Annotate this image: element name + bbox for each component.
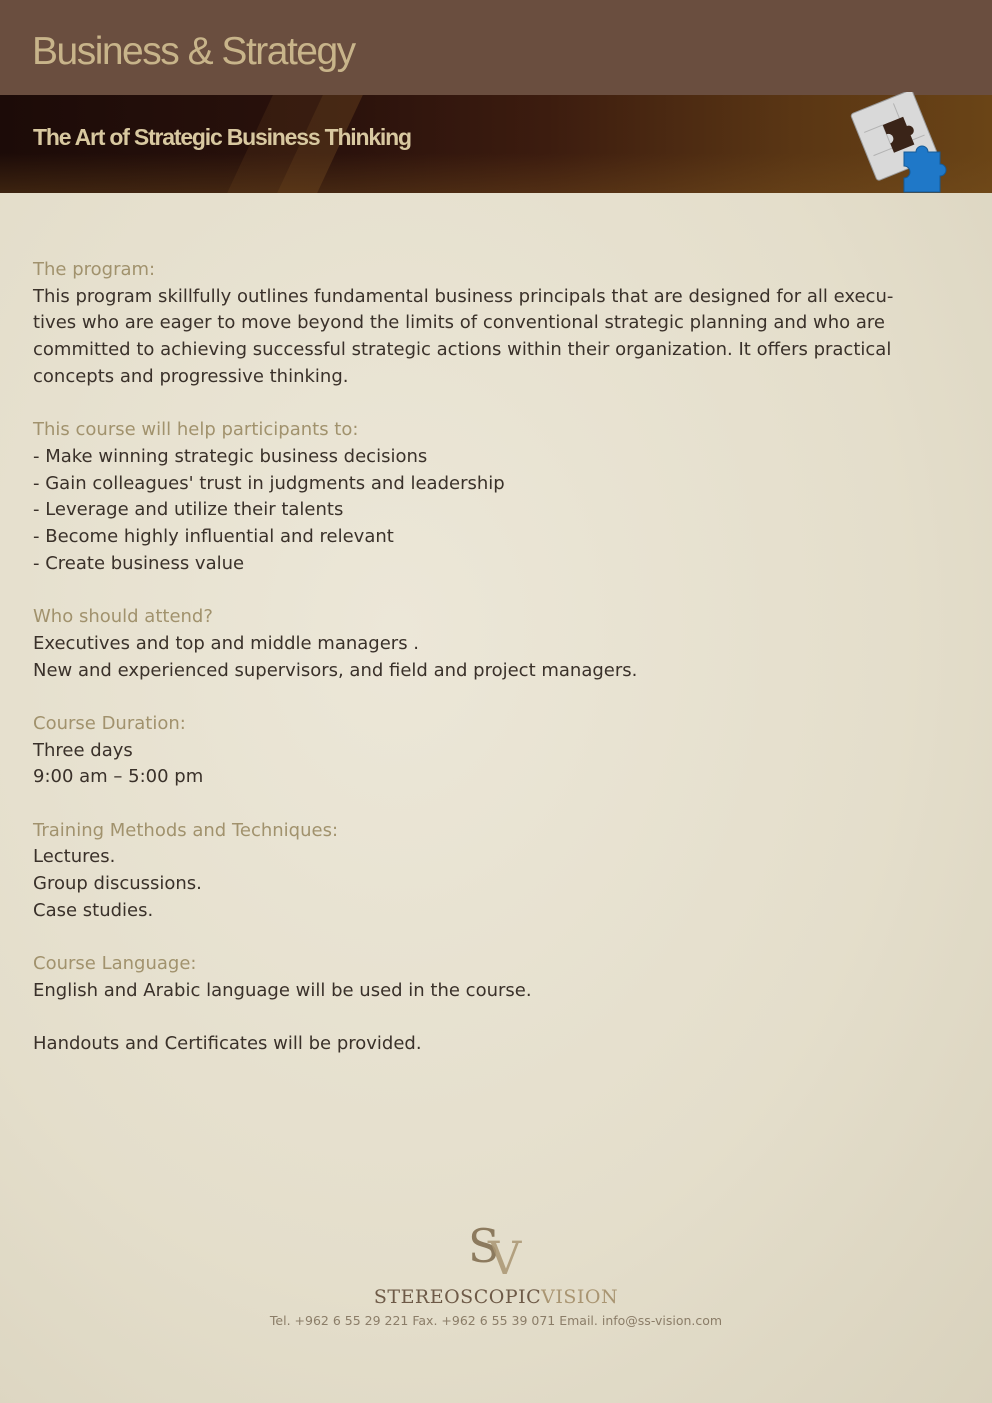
brand-name: [0, 1286, 992, 1308]
sv-monogram-logo: [464, 1218, 528, 1280]
audience-line: New and experienced supervisors, and field and project managers.: [33, 659, 638, 681]
method-item: Group discussions.: [33, 873, 202, 895]
benefit-item: - Become highly influential and relevant: [33, 526, 394, 548]
methods-heading: Training Methods and Techniques:: [33, 819, 339, 841]
program-section: [33, 257, 913, 391]
methods-section: [33, 818, 913, 925]
course-content: [33, 257, 913, 1058]
language-line: English and Arabic language will be used in the course.: [33, 979, 532, 1001]
program-line: tives who are eager to move beyond the limits of conventional strategic planning and who are: [33, 312, 885, 334]
benefit-item: - Make winning strategic business decisions: [33, 445, 428, 467]
closing-note: Handouts and Certificates will be provided.: [33, 1033, 422, 1055]
benefit-item: - Create business value: [33, 552, 245, 574]
header-bar: [0, 0, 992, 95]
svg-text:V: V: [488, 1231, 522, 1280]
program-line: This program skillfully outlines fundamental business principals that are designed for all execu-: [33, 285, 894, 307]
program-line: committed to achieving successful strategic actions within their organization. It offers practical: [33, 339, 892, 361]
contact-info: Tel. +962 6 55 29 221 Fax. +962 6 55 39 071 Email. info@ss-vision.com: [269, 1313, 723, 1328]
audience-section: [33, 604, 913, 684]
duration-line: Three days: [33, 739, 133, 761]
puzzle-pieces-icon: [848, 92, 952, 194]
benefit-item: - Gain colleagues' trust in judgments and leadership: [33, 472, 505, 494]
audience-heading: Who should attend?: [33, 606, 213, 628]
program-line: concepts and progressive thinking.: [33, 365, 349, 387]
program-heading: The program:: [33, 259, 156, 280]
svg-text:S: S: [468, 1219, 500, 1273]
brand-name-part2: VISION: [541, 1286, 619, 1308]
duration-line: 9:00 am – 5:00 pm: [33, 766, 204, 788]
brand-name-part1: STEREOSCOPIC: [373, 1286, 542, 1308]
duration-heading: Course Duration:: [33, 712, 186, 734]
benefits-heading: This course will help participants to:: [33, 419, 359, 441]
method-item: Case studies.: [33, 899, 154, 921]
course-title: The Art of Strategic Business Thinking: [33, 124, 411, 150]
audience-line: Executives and top and middle managers .: [33, 632, 420, 654]
language-heading: Course Language:: [33, 953, 197, 975]
decorative-glow: [0, 153, 992, 193]
language-section: [33, 951, 913, 1004]
footer: [0, 1218, 992, 1328]
duration-section: [33, 711, 913, 791]
subtitle-bar: [0, 95, 992, 193]
page-title: Business & Strategy: [32, 30, 355, 73]
method-item: Lectures.: [33, 846, 116, 868]
benefits-section: [33, 417, 913, 577]
benefit-item: - Leverage and utilize their talents: [33, 499, 344, 521]
